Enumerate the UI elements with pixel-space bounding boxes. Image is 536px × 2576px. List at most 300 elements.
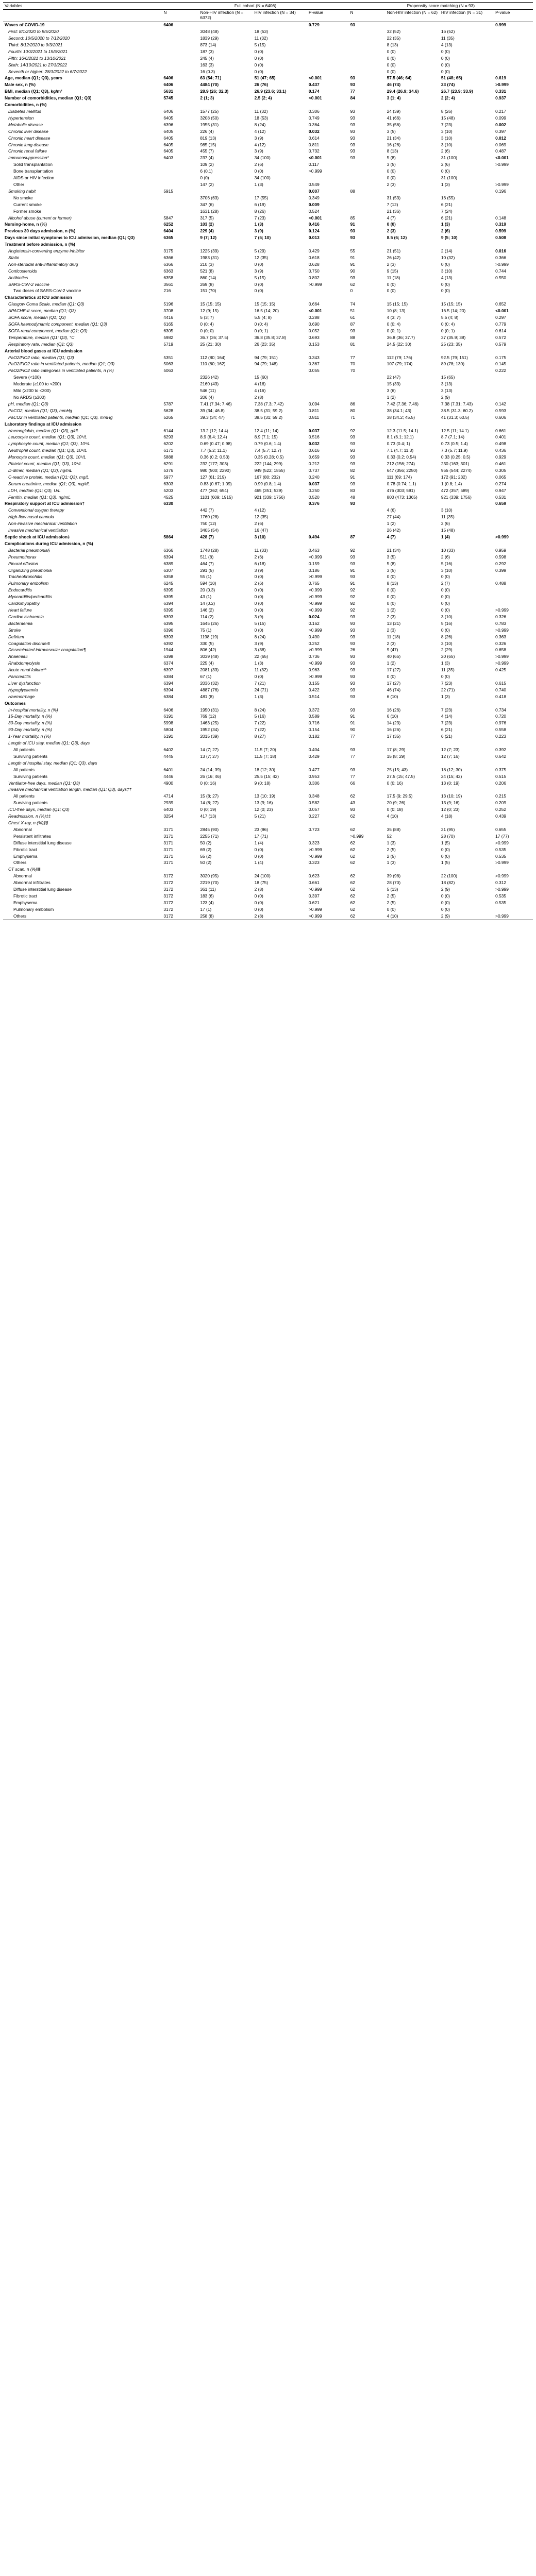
table-row — [3, 674, 533, 681]
cell-hiv-full: 0 (0) — [254, 168, 263, 174]
cell-hiv-psm: 1 (3) — [441, 693, 450, 699]
cell-p-value-full: 0.159 — [308, 561, 320, 566]
cell-p-value-full: >0.999 — [308, 594, 322, 600]
cell-p-value-full: 0.953 — [308, 773, 320, 779]
table-row — [3, 248, 533, 255]
cell-non-hiv-psm — [386, 368, 440, 375]
cell-non-hiv-psm: 4 (7) — [387, 215, 396, 221]
cell-hiv-psm: 6 (21) — [441, 734, 453, 739]
cell-non-hiv-full: 187 (3) — [200, 48, 214, 54]
cell-n-full: 6403 — [163, 155, 174, 161]
cell-non-hiv-psm — [386, 421, 440, 428]
cell-non-hiv-full: 146 (2) — [200, 607, 214, 613]
cell-hiv-psm: 7.3 (5.7; 11.9) — [441, 448, 468, 453]
cell-p-value-full — [307, 29, 349, 36]
cell-p-value-psm — [494, 42, 533, 48]
cell-non-hiv-full: 1748 (28) — [200, 547, 219, 553]
cell-hiv-psm: 0 (0) — [441, 607, 450, 613]
cell-p-value-psm: 0.779 — [495, 321, 507, 327]
cell-n-full: 5977 — [163, 474, 174, 480]
cell-hiv-psm: 7 (23) — [441, 720, 453, 726]
cell-hiv-psm: 0.73 (0.5; 1.4) — [441, 441, 468, 447]
cell-non-hiv-full: 24 (14; 39) — [200, 767, 221, 772]
cell-n-psm: 93 — [350, 687, 355, 692]
cell-non-hiv-full: 225 (4) — [200, 660, 214, 666]
cell-n-full: 1944 — [163, 647, 174, 653]
cell-n-psm: >0.999 — [350, 833, 364, 839]
cell-n-full: 6363 — [163, 268, 174, 274]
cell-non-hiv-full: 2326 (42) — [200, 375, 219, 380]
cell-hiv-psm: 5 (16) — [441, 561, 453, 566]
cell-n-psm: 84 — [350, 95, 355, 101]
cell-n-full — [162, 394, 198, 401]
section-row — [3, 228, 533, 235]
cell-hiv-full: 5 (16) — [254, 714, 266, 719]
cell-non-hiv-psm: 1 (2) — [387, 394, 396, 400]
table-row — [3, 800, 533, 807]
cell-p-value-psm: 0.252 — [495, 807, 507, 812]
cell-p-value-psm: 0.363 — [495, 634, 507, 639]
cell-p-value-psm — [494, 521, 533, 528]
cell-hiv-full: 0 (0) — [254, 288, 263, 294]
cell-n-full — [162, 181, 198, 188]
cell-hiv-psm — [440, 421, 494, 428]
cell-p-value-full — [307, 521, 349, 528]
cell-n-psm: 77 — [350, 753, 355, 759]
cell-hiv-full: 3 (9) — [254, 228, 263, 234]
cell-hiv-full: 0 (0; 4) — [254, 321, 269, 327]
cell-non-hiv-full: 6 (0.1) — [200, 168, 213, 174]
cell-variable-label: No smoke — [13, 195, 33, 200]
cell-non-hiv-psm — [386, 501, 440, 507]
table-row — [3, 660, 533, 667]
cell-non-hiv-full: 361 (11) — [200, 887, 216, 892]
header-n-psm: N — [349, 9, 386, 22]
cell-p-value-psm: 0.558 — [495, 727, 507, 733]
table-row — [3, 315, 533, 321]
cell-n-full: 6366 — [163, 261, 174, 267]
cell-non-hiv-psm: 35 (56) — [387, 122, 401, 127]
cell-variable-label: Neutrophil count, median (Q1; Q3), 10⁹/L — [8, 448, 87, 453]
cell-n-psm: 92 — [350, 547, 355, 553]
cell-n-full: 4525 — [163, 494, 174, 500]
cell-n-psm: 93 — [350, 707, 355, 713]
section-row — [3, 242, 533, 248]
cell-p-value-psm — [494, 102, 533, 109]
table-row — [3, 554, 533, 561]
cell-hiv-psm: 2 (14) — [441, 248, 453, 254]
cell-non-hiv-psm: 15 (8; 29) — [387, 753, 406, 759]
cell-p-value-full: 0.323 — [308, 860, 320, 866]
cell-p-value-psm — [494, 69, 533, 75]
cell-variable-label: Anaemia# — [8, 654, 28, 659]
cell-p-value-full: 0.750 — [308, 268, 320, 274]
cell-n-psm — [349, 295, 386, 301]
cell-non-hiv-full: 1631 (28) — [200, 208, 219, 214]
cell-non-hiv-psm — [386, 242, 440, 248]
cell-n-full: 6396 — [163, 122, 174, 127]
cell-variable-label: pH, median (Q1; Q3) — [8, 401, 48, 406]
cell-non-hiv-psm: 6 (10) — [387, 693, 398, 699]
cell-hiv-psm: 37 (35.9; 38) — [441, 334, 466, 340]
cell-variable-label: Pulmonary embolism — [13, 906, 54, 912]
cell-non-hiv-psm: 2 (5) — [387, 853, 396, 859]
cell-variable-label: Hypoglycaemia — [8, 687, 38, 692]
cell-n-psm: 91 — [350, 474, 355, 480]
cell-n-psm — [349, 540, 386, 547]
cell-non-hiv-full: 2015 (39) — [200, 734, 219, 739]
cell-p-value-full: 0.661 — [308, 880, 320, 886]
cell-non-hiv-full: 985 (15) — [200, 142, 216, 147]
cell-p-value-full: >0.999 — [308, 627, 322, 633]
cell-non-hiv-psm: 8 (13) — [387, 148, 398, 154]
cell-n-full — [162, 162, 198, 168]
cell-variable-label: Fibrotic tract — [13, 893, 38, 899]
cell-n-psm: 0 — [350, 288, 353, 294]
cell-p-value-full: 0.240 — [308, 474, 320, 480]
cell-non-hiv-full: 347 (6) — [200, 201, 214, 207]
cell-hiv-full: 3 (9) — [254, 567, 263, 573]
cell-n-psm: 93 — [350, 148, 355, 154]
cell-non-hiv-psm — [386, 700, 440, 707]
cell-hiv-full: 0 (0) — [254, 601, 263, 606]
cell-n-full: 6374 — [163, 660, 174, 666]
cell-non-hiv-full: 428 (7) — [200, 534, 214, 539]
cell-variable-label: Lymphocyte count, median (Q1; Q3), 10⁹/L — [8, 441, 91, 447]
cell-p-value-psm: 0.436 — [495, 448, 507, 453]
header-psm: Propensity score matching (N = 93) — [349, 3, 533, 10]
cell-non-hiv-psm: 26 (42) — [387, 528, 401, 533]
cell-hiv-psm — [440, 295, 494, 301]
cell-hiv-full: 7 (5; 10) — [254, 235, 271, 241]
cell-n-psm: 62 — [350, 887, 355, 892]
cell-non-hiv-full: 3020 (95) — [200, 873, 219, 879]
table-row — [3, 693, 533, 700]
cell-non-hiv-full: 25 (21; 30) — [200, 341, 221, 347]
cell-p-value-psm: 0.425 — [495, 667, 507, 673]
cell-p-value-psm: 0.331 — [495, 89, 507, 94]
cell-non-hiv-psm: 0 (0) — [387, 587, 396, 593]
cell-non-hiv-full: 39.3 (34; 47) — [200, 414, 225, 420]
cell-n-psm — [349, 29, 386, 36]
cell-p-value-full — [307, 833, 349, 840]
cell-non-hiv-full: 546 (11) — [200, 388, 216, 394]
cell-hiv-psm: 31 (100) — [441, 155, 458, 161]
cell-non-hiv-full — [198, 501, 253, 507]
cell-non-hiv-full: 2160 (43) — [200, 381, 219, 387]
cell-n-full: 3172 — [163, 887, 174, 892]
cell-hiv-full: 15 (60) — [254, 375, 269, 380]
cell-n-psm: 77 — [350, 773, 355, 779]
cell-n-full: 6406 — [163, 75, 174, 81]
cell-p-value-full: 0.055 — [308, 368, 320, 374]
cell-p-value-psm: 0.418 — [495, 693, 507, 699]
cell-n-full: 6394 — [163, 687, 174, 692]
cell-p-value-psm: 0.652 — [495, 301, 507, 307]
table-row — [3, 514, 533, 521]
cell-hiv-psm: 0 (0; 4) — [441, 321, 455, 327]
section-row — [3, 82, 533, 89]
cell-hiv-psm: 15 (48) — [441, 528, 455, 533]
cell-p-value-psm: 0.593 — [495, 408, 507, 413]
cell-hiv-full: 15 (15; 15) — [254, 301, 276, 307]
cell-hiv-full: 38.5 (31; 59.2) — [254, 408, 283, 413]
cell-non-hiv-psm: 21 (34) — [387, 135, 401, 141]
cell-p-value-full — [307, 700, 349, 707]
cell-n-psm: 93 — [350, 674, 355, 680]
cell-hiv-full: 12 (35) — [254, 514, 269, 520]
cell-p-value-full: 0.252 — [308, 640, 320, 646]
cell-non-hiv-psm: 0.78 (0.74; 1.1) — [387, 481, 416, 486]
cell-non-hiv-psm: 24 (39) — [387, 109, 401, 114]
cell-n-psm: 93 — [350, 620, 355, 626]
cell-non-hiv-psm: 0 (0) — [387, 69, 396, 74]
cell-p-value-full: 0.348 — [308, 793, 320, 799]
cell-n-psm — [349, 787, 386, 793]
cell-non-hiv-psm — [386, 787, 440, 793]
header-variables: Variables — [3, 3, 162, 10]
cell-non-hiv-psm: 7.1 (4.7; 11.3) — [387, 448, 414, 453]
cell-hiv-full: 36.8 (35.8; 37.8) — [254, 334, 287, 340]
cell-non-hiv-psm: 3 (5) — [387, 554, 396, 560]
table-row — [3, 135, 533, 142]
cell-n-full: 5631 — [163, 89, 174, 94]
cell-hiv-full: 3 (10) — [254, 534, 266, 539]
cell-n-full: 6395 — [163, 594, 174, 600]
table-row — [3, 647, 533, 654]
cell-n-full — [162, 375, 198, 381]
cell-p-value-psm — [494, 540, 533, 547]
cell-n-full: 5915 — [163, 188, 174, 194]
cell-non-hiv-psm: 8.5 (6; 12) — [387, 235, 407, 241]
cell-n-full — [162, 195, 198, 201]
cell-non-hiv-full: 2081 (33) — [200, 667, 219, 673]
cell-n-full: 6384 — [163, 693, 174, 699]
cell-hiv-psm: 6 (21) — [441, 727, 453, 733]
cell-non-hiv-full: 3706 (63) — [200, 195, 219, 200]
cell-non-hiv-psm: 1 (3) — [387, 860, 396, 866]
table-row — [3, 142, 533, 148]
cell-non-hiv-psm: 0 (0) — [387, 168, 396, 174]
table-row — [3, 780, 533, 787]
cell-non-hiv-psm: 27.5 (15; 47.5) — [387, 773, 415, 779]
cell-n-psm: 62 — [350, 840, 355, 845]
cell-non-hiv-full: 750 (12) — [200, 521, 216, 527]
cell-n-psm: 62 — [350, 793, 355, 799]
cell-variable-label: Coagulation disorder‖ — [8, 640, 50, 646]
cell-variable-label: Diffuse interstitial lung disease — [13, 840, 72, 845]
cell-p-value-full: 0.664 — [308, 301, 320, 307]
cell-n-psm: 77 — [350, 734, 355, 739]
cell-non-hiv-psm: 31 (53) — [387, 195, 401, 200]
cell-non-hiv-psm: 2 (5) — [387, 846, 396, 852]
cell-hiv-psm — [440, 787, 494, 793]
table-row — [3, 321, 533, 328]
cell-non-hiv-psm: 0 (0) — [387, 601, 396, 606]
cell-hiv-full: 0 (0) — [254, 281, 263, 287]
cell-n-psm: 93 — [350, 75, 355, 81]
cell-variable-label: Heart failure — [8, 607, 32, 613]
cell-hiv-full: 13 (10; 19) — [254, 793, 276, 799]
cell-variable-label: Alcohol abuse (current or former) — [8, 215, 72, 221]
cell-hiv-full — [253, 787, 307, 793]
cell-hiv-psm: 3 (10) — [441, 567, 453, 573]
cell-n-full — [162, 69, 198, 75]
cell-p-value-full: 0.765 — [308, 581, 320, 586]
cell-p-value-full: 0.250 — [308, 487, 320, 493]
cell-hiv-full: 11 (32) — [254, 109, 268, 114]
cell-non-hiv-psm: 57.5 (46; 64) — [387, 75, 412, 81]
cell-variable-label: Invasive mechanical ventilation — [8, 528, 68, 533]
table-row — [3, 354, 533, 361]
cell-non-hiv-psm: 0.73 (0.4; 1) — [387, 441, 410, 447]
table-row — [3, 634, 533, 640]
cell-variable-label: Treatment before admission, n (%) — [5, 242, 75, 247]
cell-non-hiv-full — [198, 421, 253, 428]
cell-n-full: 3171 — [163, 853, 174, 859]
cell-n-psm: 93 — [350, 640, 355, 646]
cell-n-full: 6202 — [163, 441, 174, 447]
cell-n-full: 6191 — [163, 714, 174, 719]
table-row — [3, 887, 533, 893]
table-row — [3, 521, 533, 528]
cell-hiv-full: 7.38 (7.3; 7.42) — [254, 401, 284, 406]
cell-p-value-full — [307, 242, 349, 248]
cell-non-hiv-psm: 9 (47) — [387, 647, 398, 653]
cell-p-value-full: 0.516 — [308, 434, 320, 440]
cell-p-value-full: >0.999 — [308, 601, 322, 606]
cell-non-hiv-full: 0 (0; 19) — [200, 807, 216, 812]
cell-p-value-full: 0.212 — [308, 461, 320, 467]
cell-hiv-full: 16 (47) — [254, 528, 269, 533]
cell-variable-label: ICU-free days, median (Q1; Q3) — [8, 807, 70, 812]
cell-n-full — [162, 740, 198, 747]
cell-hiv-psm: 11 (35) — [441, 667, 455, 673]
header-non-hiv-psm: Non-HIV infection (N = 62) — [386, 9, 440, 22]
cell-variable-label: PaCO2, median (Q1; Q3), mmHg — [8, 408, 72, 413]
cell-hiv-full — [253, 188, 307, 195]
cell-p-value-psm: 0.508 — [495, 235, 507, 241]
cell-variable-label: Cardiac ischaemia — [8, 614, 44, 619]
cell-p-value-full: 0.614 — [308, 135, 320, 141]
cell-variable-label: 90-Day mortality, n (%) — [8, 727, 53, 733]
cell-hiv-full — [253, 368, 307, 375]
cell-variable-label: Chronic renal failure — [8, 148, 47, 154]
cell-n-full — [162, 102, 198, 109]
cell-hiv-full: 51 (47; 65) — [254, 75, 276, 81]
cell-n-psm: 74 — [350, 301, 355, 307]
cell-hiv-psm: 0 (0) — [441, 48, 450, 54]
table-row — [3, 640, 533, 647]
cell-n-full — [162, 388, 198, 395]
cell-p-value-psm: 0.209 — [495, 800, 507, 806]
cell-p-value-psm — [494, 281, 533, 288]
cell-n-full: 6405 — [163, 115, 174, 121]
cell-n-full: 6358 — [163, 275, 174, 280]
table-row — [3, 747, 533, 754]
cell-n-psm — [349, 528, 386, 534]
cell-non-hiv-psm: 0 (0; 18) — [387, 807, 403, 812]
cell-p-value-psm: 0.659 — [495, 501, 507, 506]
cell-hiv-full: 2 (6) — [254, 581, 263, 586]
table-row — [3, 42, 533, 48]
cell-n-psm: 92 — [350, 607, 355, 613]
cell-non-hiv-full — [198, 188, 253, 195]
cell-non-hiv-psm: 13 (21) — [387, 620, 401, 626]
cell-p-value-psm — [494, 29, 533, 36]
cell-n-full: 6395 — [163, 607, 174, 613]
cell-hiv-full: 7 (23) — [254, 215, 266, 221]
cell-p-value-full — [307, 514, 349, 521]
table-row — [3, 115, 533, 122]
cell-variable-label: BMI, median (Q1; Q3), kg/m² — [5, 89, 62, 94]
cell-hiv-full: 0 (0) — [254, 906, 263, 912]
cell-hiv-full: 22 (65) — [254, 654, 269, 659]
cell-hiv-psm: 3 (10) — [441, 135, 453, 141]
cell-p-value-full: 0.582 — [308, 800, 320, 806]
cell-n-full — [162, 867, 198, 873]
cell-variable-label: Outcomes — [5, 700, 26, 706]
cell-p-value-psm: 0.535 — [495, 846, 507, 852]
cell-n-psm: 70 — [350, 368, 355, 374]
cell-hiv-full — [253, 242, 307, 248]
cell-hiv-full: 6 (18) — [254, 561, 266, 566]
cell-hiv-full — [253, 540, 307, 547]
cell-n-psm — [349, 507, 386, 514]
cell-hiv-psm: 38.5 (31.3; 60.2) — [441, 408, 473, 413]
cell-p-value-psm: >0.999 — [495, 261, 509, 267]
cell-variable-label: AIDS or HIV infection — [13, 175, 55, 181]
table-row — [3, 481, 533, 487]
cell-n-full: 3175 — [163, 248, 174, 254]
section-row — [3, 102, 533, 109]
cell-non-hiv-full: 127 (61; 219) — [200, 474, 226, 480]
cell-p-value-full: 0.364 — [308, 122, 320, 127]
cell-variable-label: Characteristics at ICU admission — [5, 295, 72, 300]
cell-variable-label: Statin — [8, 255, 20, 260]
cell-variable-label: Fourth: 10/3/2021 to 15/6/2021 — [8, 48, 68, 54]
cell-non-hiv-full: 55 (2) — [200, 853, 212, 859]
table-row — [3, 62, 533, 69]
cell-non-hiv-full: 14 (8; 27) — [200, 800, 219, 806]
cell-non-hiv-full: 2219 (70) — [200, 880, 219, 886]
table-row — [3, 814, 533, 820]
cell-non-hiv-full: 103 (2) — [200, 222, 214, 227]
cell-variable-label: Delirium — [8, 634, 24, 639]
cell-n-psm: 93 — [350, 22, 355, 28]
cell-n-psm: 71 — [350, 414, 355, 420]
cell-non-hiv-full: 1225 (39) — [200, 248, 219, 254]
cell-p-value-psm — [494, 507, 533, 514]
cell-hiv-full: 25.5 (15; 42) — [254, 773, 279, 779]
cell-p-value-psm: >0.999 — [495, 654, 509, 659]
table-row — [3, 487, 533, 494]
cell-non-hiv-full: 2845 (90) — [200, 826, 219, 832]
cell-n-full: 6305 — [163, 328, 174, 333]
cell-hiv-full: 2 (8) — [254, 394, 263, 400]
cell-variable-label: PaCO2 in ventilated patients, median (Q1; Q3), mmHg — [8, 414, 113, 420]
table-row — [3, 168, 533, 175]
cell-p-value-psm: 0.399 — [495, 567, 507, 573]
cell-non-hiv-psm: 52 — [387, 833, 392, 839]
cell-hiv-full: 4 (12) — [254, 128, 266, 134]
cell-non-hiv-psm — [386, 348, 440, 354]
cell-n-psm: 77 — [350, 354, 355, 360]
cell-p-value-psm: 0.535 — [495, 900, 507, 905]
cell-non-hiv-full: 3208 (50) — [200, 115, 219, 121]
cell-n-full — [162, 55, 198, 62]
cell-n-full: 6396 — [163, 627, 174, 633]
